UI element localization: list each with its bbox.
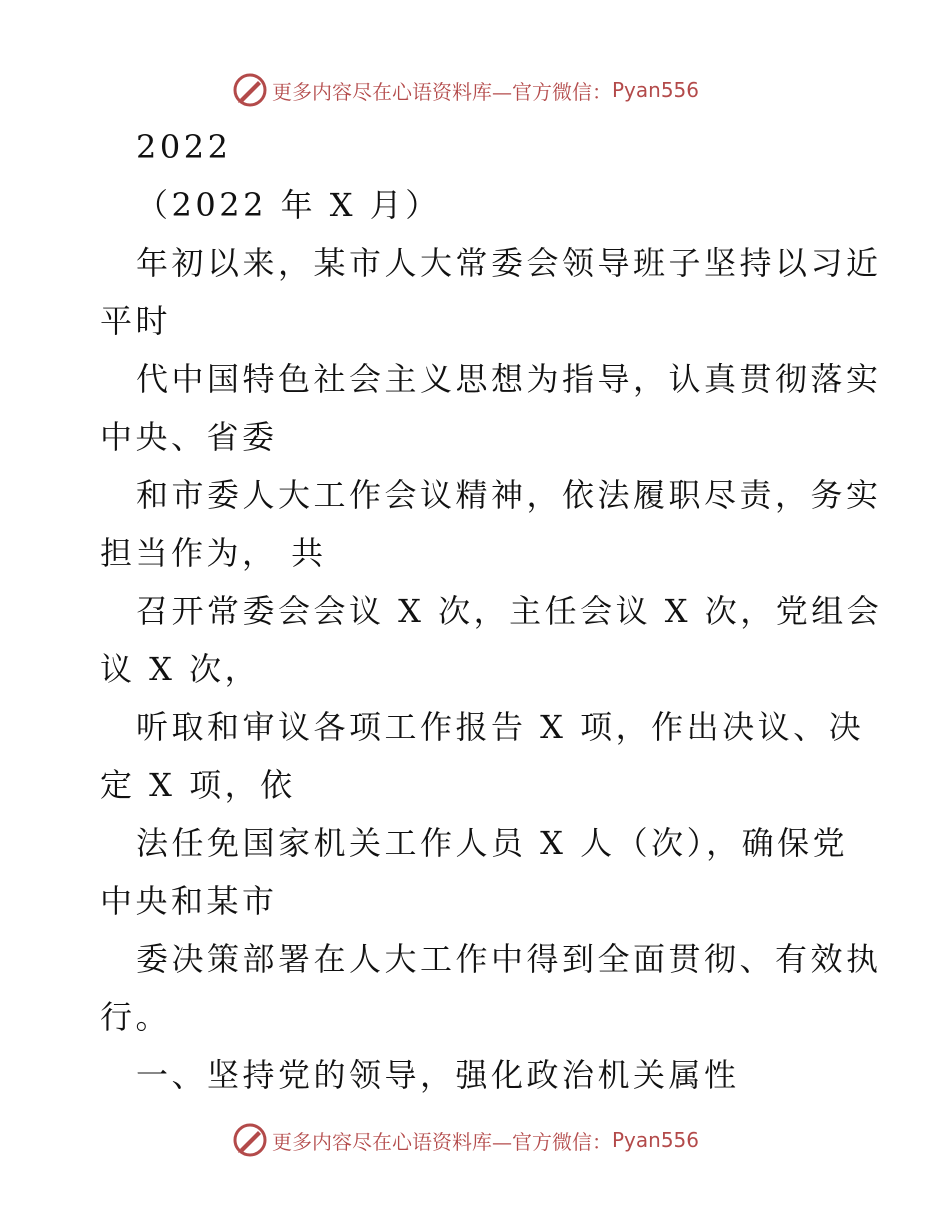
watermark-text: 更多内容尽在心语资料库—官方微信： — [272, 1129, 612, 1154]
text-line: 听取和审议各项工作报告 X 项，作出决议、决 — [136, 708, 865, 746]
text-line: 中央和某市 — [100, 882, 278, 920]
text-line: 代中国特色社会主义思想为指导，认真贯彻落实 — [136, 360, 882, 398]
pen-logo-icon — [232, 72, 268, 108]
text-line: 法任免国家机关工作人员 X 人（次），确保党 — [136, 824, 849, 862]
pen-logo-icon — [232, 1122, 268, 1158]
text-line: 担当作为， 共 — [100, 534, 327, 572]
document-body — [100, 118, 883, 1104]
watermark-header — [232, 72, 699, 108]
text-line: 年初以来，某市人大常委会领导班子坚持以习近 — [136, 244, 882, 282]
document-date: （2022 年 X 月） — [136, 186, 441, 224]
text-line: 议 X 次， — [100, 650, 261, 688]
text-line: 委决策部署在人大工作中得到全面贯彻、有效执 — [136, 940, 882, 978]
text-line: 定 X 项，依 — [100, 766, 296, 804]
watermark-handle: Pyan556 — [612, 78, 700, 102]
text-line: 召开常委会会议 X 次，主任会议 X 次，党组会 — [136, 592, 883, 630]
text-line: 行。 — [100, 998, 172, 1036]
text-line: 平时 — [100, 302, 172, 340]
watermark-text: 更多内容尽在心语资料库—官方微信： — [272, 79, 612, 104]
document-title: 2022 — [136, 128, 232, 166]
section-heading: 一、坚持党的领导，强化政治机关属性 — [136, 1056, 740, 1094]
text-line: 中央、省委 — [100, 418, 278, 456]
text-line: 和市委人大工作会议精神，依法履职尽责，务实 — [136, 476, 882, 514]
watermark-footer — [232, 1122, 699, 1158]
watermark-handle: Pyan556 — [612, 1128, 700, 1152]
